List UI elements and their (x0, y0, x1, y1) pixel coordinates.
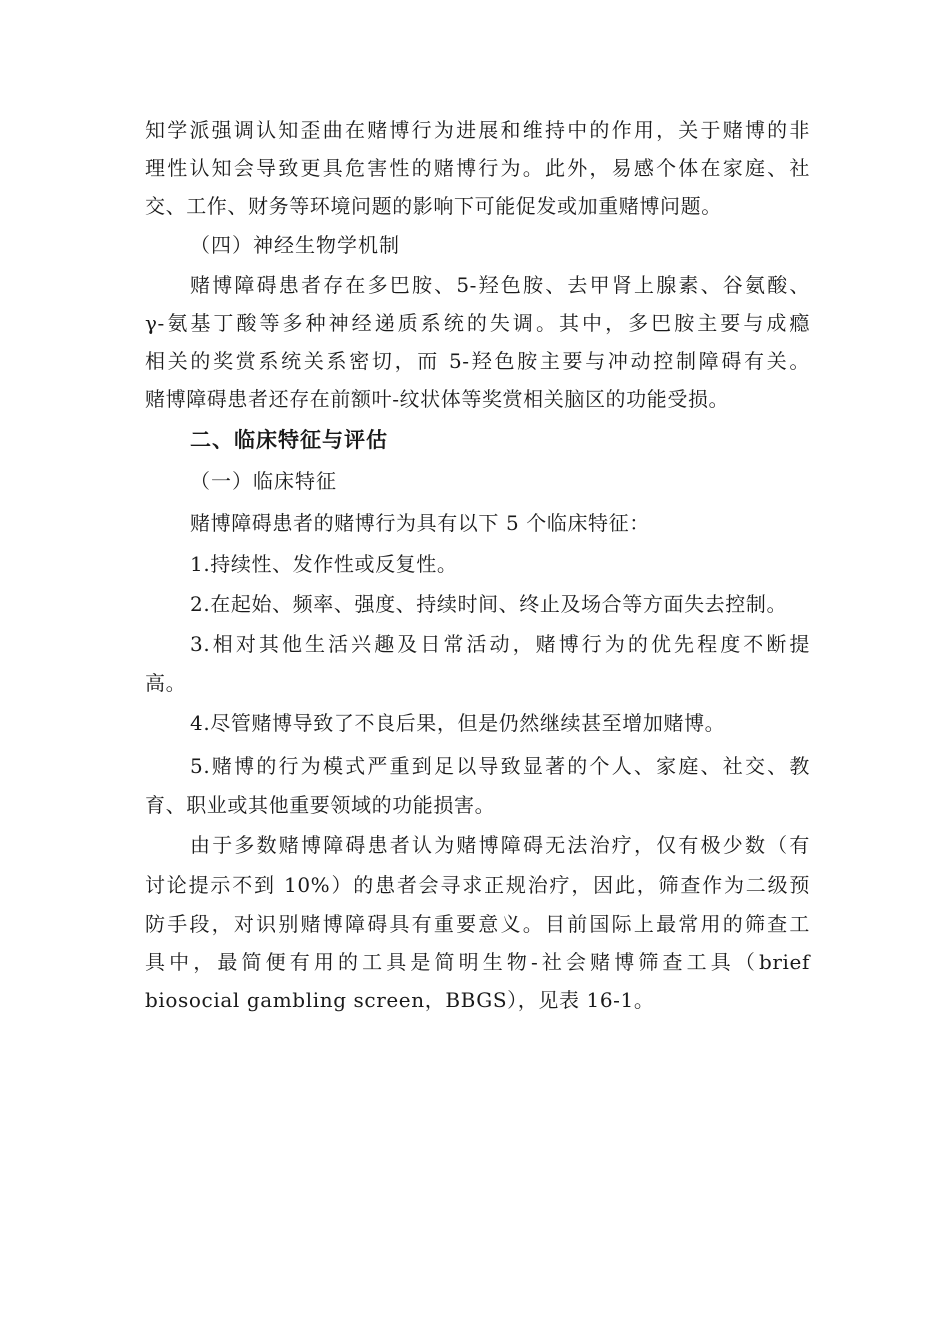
list-item-4: 4.尽管赌博导致了不良后果，但是仍然继续甚至增加赌博。 (190, 711, 726, 735)
paragraph-screening-line-5: biosocial gambling screen，BBGS），见表 16-1。 (145, 988, 655, 1012)
section-heading-clinical: 二、临床特征与评估 (190, 428, 388, 452)
subheading-clinical-features: （一）临床特征 (190, 469, 337, 493)
paragraph-cognitive-line-2: 理性认知会导致更具危害性的赌博行为。此外，易感个体在家庭、社 (145, 156, 810, 180)
subheading-neurobiology: （四）神经生物学机制 (190, 233, 400, 257)
list-item-3-line-1: 3.相对其他生活兴趣及日常活动，赌博行为的优先程度不断提 (190, 632, 810, 656)
list-item-1: 1.持续性、发作性或反复性。 (190, 552, 458, 576)
list-item-3-line-2: 高。 (145, 671, 187, 695)
list-item-5-line-1: 5.赌博的行为模式严重到足以导致显著的个人、家庭、社交、教 (190, 754, 810, 778)
paragraph-neuro-line-3: 相关的奖赏系统关系密切，而 5-羟色胺主要与冲动控制障碍有关。 (145, 349, 810, 373)
list-item-5-line-2: 育、职业或其他重要领域的功能损害。 (145, 793, 496, 817)
paragraph-screening-line-4: 具中，最简便有用的工具是简明生物-社会赌博筛查工具（brief (145, 950, 810, 974)
paragraph-screening-line-2: 讨论提示不到 10%）的患者会寻求正规治疗，因此，筛查作为二级预 (145, 873, 810, 897)
paragraph-neuro-line-2: γ-氨基丁酸等多种神经递质系统的失调。其中，多巴胺主要与成瘾 (145, 311, 810, 335)
paragraph-cognitive-line-3: 交、工作、财务等环境问题的影响下可能促发或加重赌博问题。 (145, 194, 722, 218)
paragraph-features-intro: 赌博障碍患者的赌博行为具有以下 5 个临床特征： (190, 511, 650, 535)
list-item-2: 2.在起始、频率、强度、持续时间、终止及场合等方面失去控制。 (190, 592, 788, 616)
paragraph-cognitive-line-1: 知学派强调认知歪曲在赌博行为进展和维持中的作用，关于赌博的非 (145, 118, 810, 142)
paragraph-screening-line-1: 由于多数赌博障碍患者认为赌博障碍无法治疗，仅有极少数（有 (190, 833, 810, 857)
paragraph-screening-line-3: 防手段，对识别赌博障碍具有重要意义。目前国际上最常用的筛查工 (145, 912, 810, 936)
paragraph-neuro-line-1: 赌博障碍患者存在多巴胺、5-羟色胺、去甲肾上腺素、谷氨酸、 (190, 273, 810, 297)
paragraph-neuro-line-4: 赌博障碍患者还存在前额叶-纹状体等奖赏相关脑区的功能受损。 (145, 387, 730, 411)
